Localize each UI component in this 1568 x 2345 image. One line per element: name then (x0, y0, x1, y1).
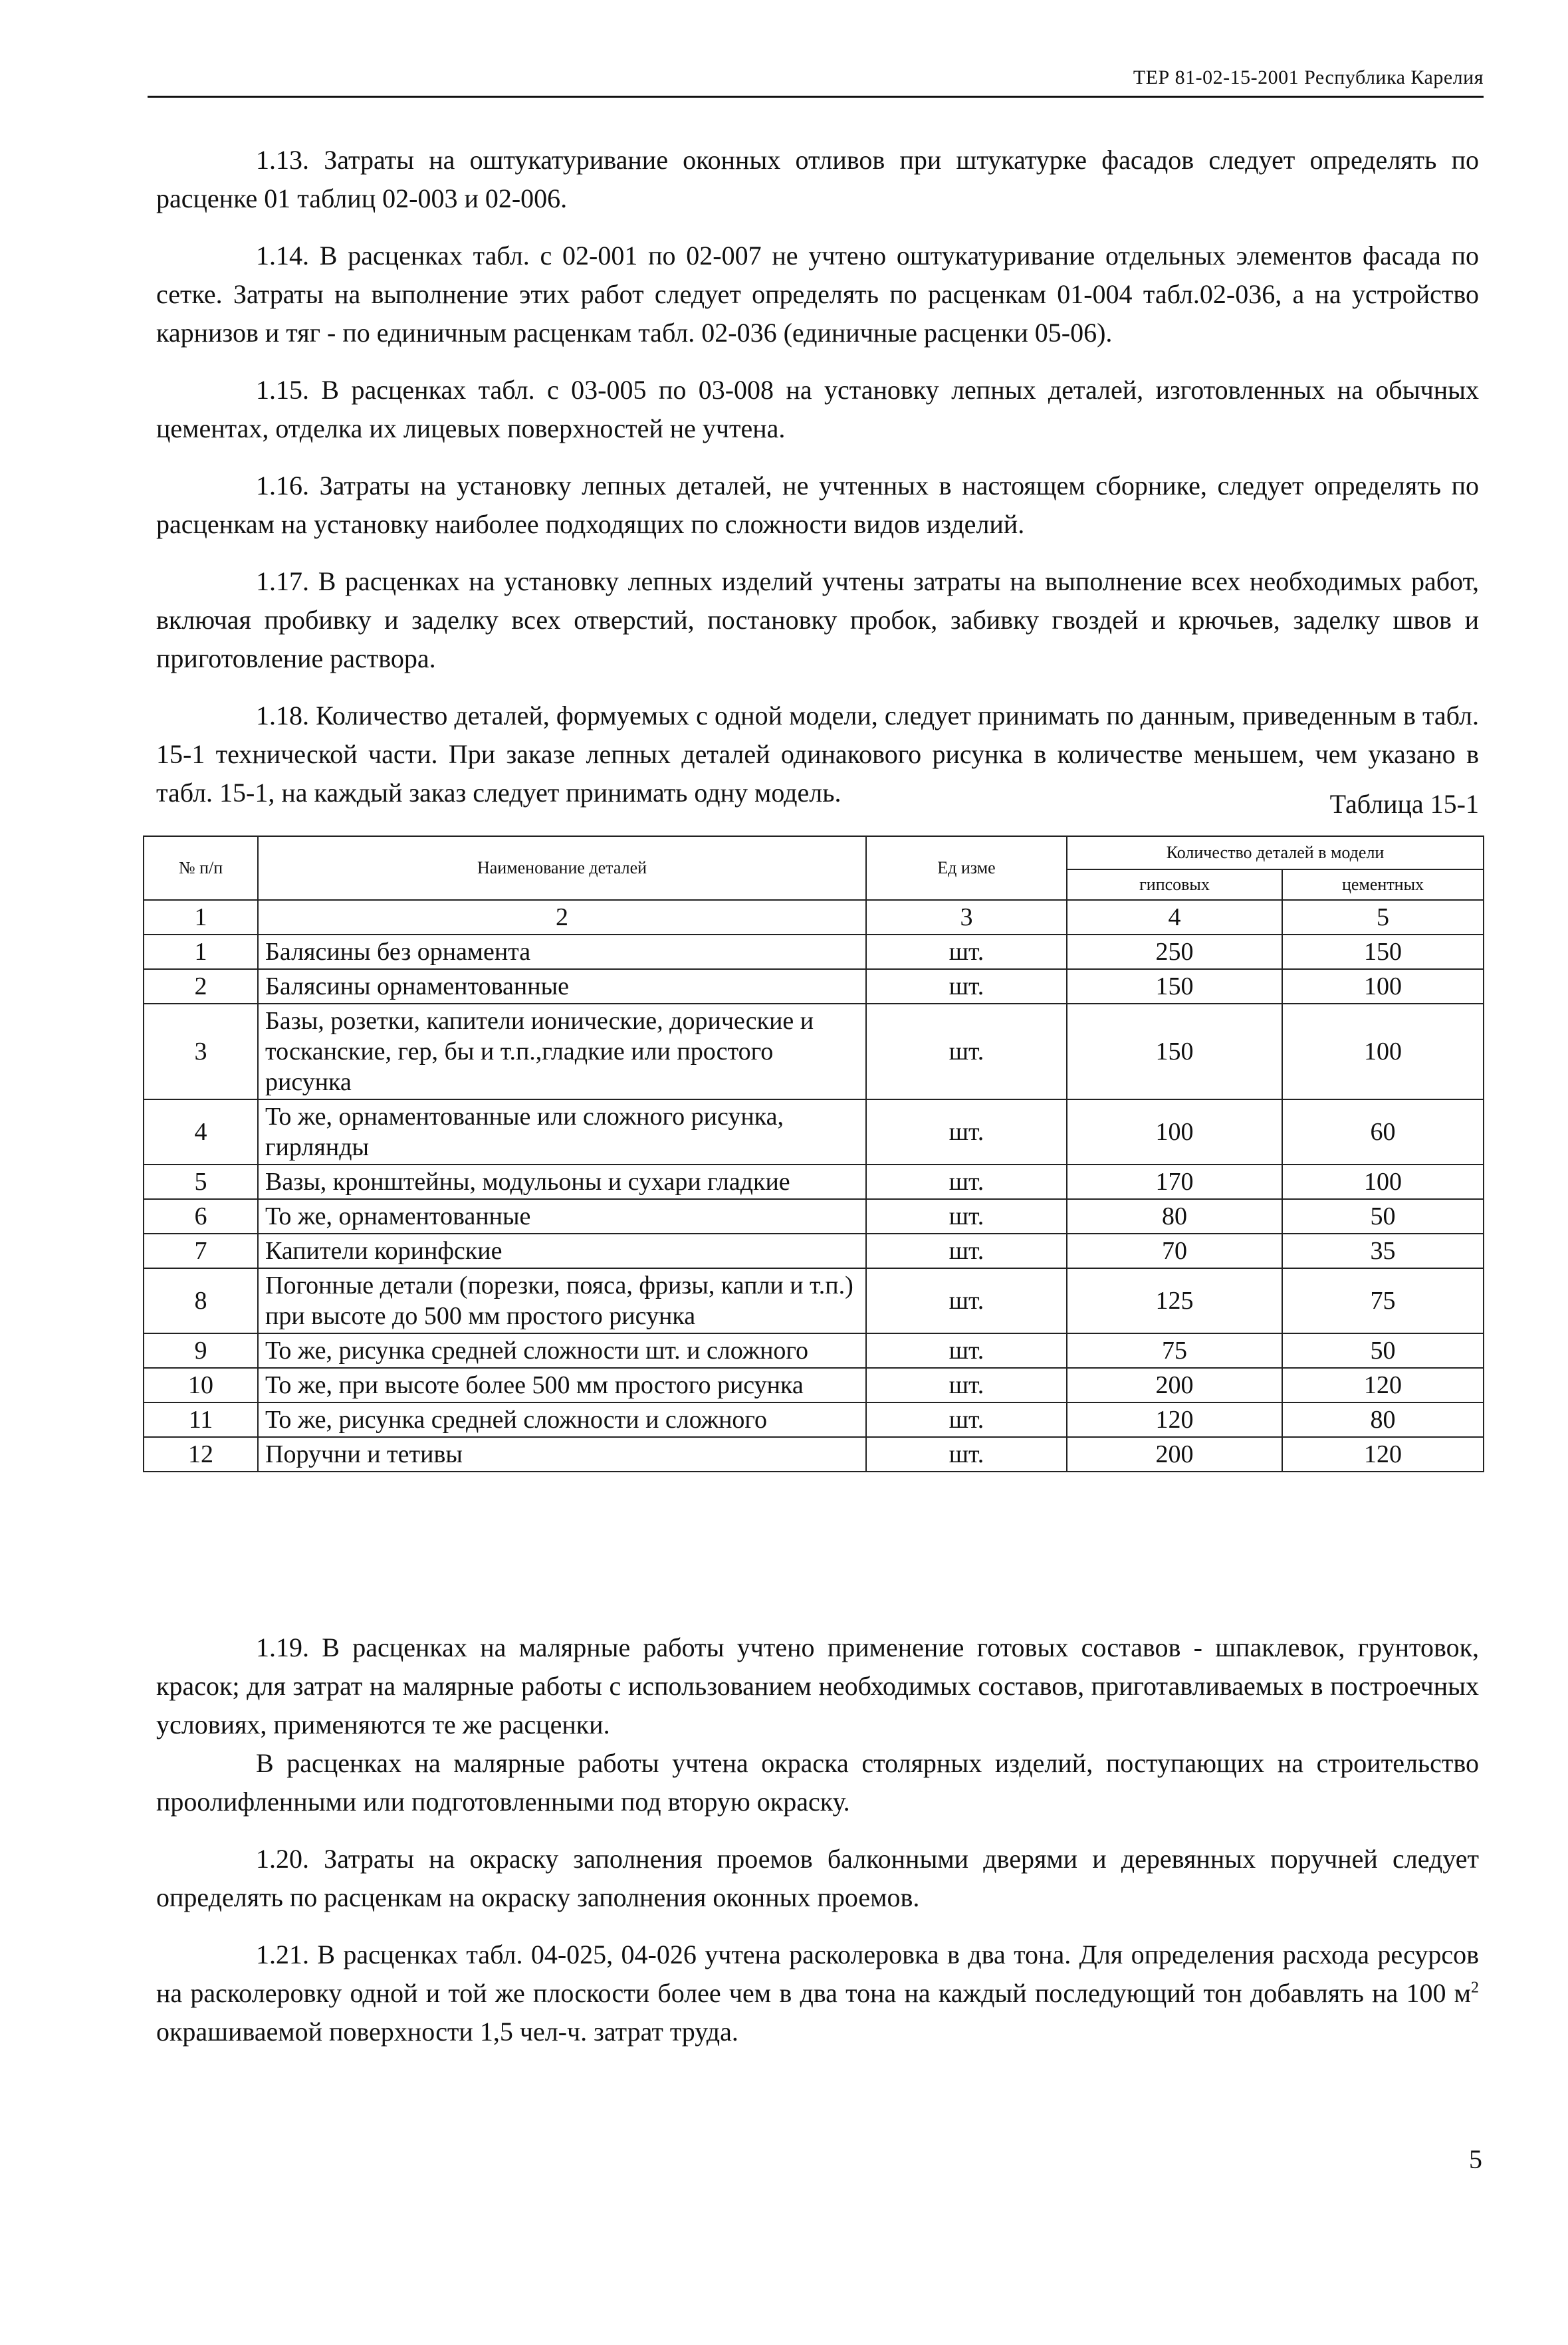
paragraph-1-18: 1.18. Количество деталей, формуемых с одной модели, следует принимать по данным, приведенным в табл. 15-1 технической части. При заказе лепных деталей одинакового рисунка в количестве меньшем, чем указано в табл. 15-1, на каждый заказ следует принимать одну модель. (156, 701, 1479, 808)
header-qty-group: Количество деталей в модели (1067, 836, 1484, 869)
page-number: 5 (1469, 2144, 1482, 2174)
body-text-top (156, 141, 1479, 812)
row-unit: шт. (866, 969, 1067, 1004)
header-cement: цементных (1282, 869, 1484, 900)
row-gypsum: 70 (1067, 1234, 1282, 1268)
row-cement: 120 (1282, 1368, 1484, 1402)
row-num: 1 (144, 935, 258, 969)
row-name: Базы, розетки, капители ионические, дорические и тосканские, гер, бы и т.п.,гладкие или простого рисунка (258, 1004, 866, 1099)
paragraph-1-21-text: 1.21. В расценках табл. 04-025, 04-026 учтена расколеровка в два тона. Для определения расхода ресурсов на расколеровку одной и той же плоскости более чем в два тона на каждый последующий тон добавлять на 100 м (156, 1940, 1479, 2008)
row-num: 12 (144, 1437, 258, 1472)
header-name: Наименование деталей (258, 836, 866, 900)
table-row (144, 1199, 1484, 1234)
row-gypsum: 200 (1067, 1437, 1282, 1472)
paragraph-1-16: 1.16. Затраты на установку лепных деталей, не учтенных в настоящем сборнике, следует определять по расценкам на установку наиболее подходящих по сложности видов изделий. (156, 471, 1479, 539)
index-cell: 5 (1282, 900, 1484, 935)
index-cell: 4 (1067, 900, 1282, 935)
paragraph-1-13: 1.13. Затраты на оштукатуривание оконных отливов при штукатурке фасадов следует определять по расценке 01 таблиц 02-003 и 02-006. (156, 145, 1479, 213)
row-name: Поручни и тетивы (258, 1437, 866, 1472)
row-num: 11 (144, 1402, 258, 1437)
row-gypsum: 125 (1067, 1268, 1282, 1333)
row-unit: шт. (866, 1268, 1067, 1333)
row-name: Балясины орнаментованные (258, 969, 866, 1004)
row-num: 10 (144, 1368, 258, 1402)
row-name: Балясины без орнамента (258, 935, 866, 969)
row-unit: шт. (866, 1199, 1067, 1234)
table-row (144, 1234, 1484, 1268)
row-unit: шт. (866, 1437, 1067, 1472)
body-text-bottom (156, 1628, 1479, 2070)
row-gypsum: 250 (1067, 935, 1282, 969)
paragraph-1-19-cont: В расценках на малярные работы учтена окраска столярных изделий, поступающих на строительство проолифленными или подготовленными под вторую окраску. (156, 1748, 1479, 1817)
paragraph-1-20: 1.20. Затраты на окраску заполнения проемов балконными дверями и деревянных поручней следует определять по расценкам на окраску заполнения оконных проемов. (156, 1844, 1479, 1912)
row-cement: 50 (1282, 1333, 1484, 1368)
row-num: 7 (144, 1234, 258, 1268)
row-cement: 100 (1282, 1165, 1484, 1199)
table-row (144, 1004, 1484, 1099)
row-num: 6 (144, 1199, 258, 1234)
row-name: То же, рисунка средней сложности и сложного (258, 1402, 866, 1437)
paragraph-1-19: 1.19. В расценках на малярные работы учтено применение готовых составов - шпаклевок, грунтовок, красок; для затрат на малярные работы с использованием необходимых составов, приготавливаемых в построечных условиях, применяются те же расценки. (156, 1632, 1479, 1739)
index-cell: 2 (258, 900, 866, 935)
row-gypsum: 120 (1067, 1402, 1282, 1437)
table-row (144, 1333, 1484, 1368)
table-row (144, 1099, 1484, 1165)
row-cement: 100 (1282, 1004, 1484, 1099)
details-table (143, 836, 1484, 1472)
document-title: ТЕР 81-02-15-2001 Республика Карелия (1133, 66, 1484, 88)
header-gypsum: гипсовых (1067, 869, 1282, 900)
row-cement: 75 (1282, 1268, 1484, 1333)
row-name: Погонные детали (порезки, пояса, фризы, капли и т.п.) при высоте до 500 мм простого рисунка (258, 1268, 866, 1333)
table-row (144, 969, 1484, 1004)
row-num: 3 (144, 1004, 258, 1099)
running-header (148, 66, 1484, 98)
row-gypsum: 150 (1067, 969, 1282, 1004)
row-gypsum: 170 (1067, 1165, 1282, 1199)
row-gypsum: 75 (1067, 1333, 1282, 1368)
row-unit: шт. (866, 1368, 1067, 1402)
paragraph-1-14: 1.14. В расценках табл. с 02-001 по 02-007 не учтено оштукатуривание отдельных элементов фасада по сетке. Затраты на выполнение этих работ следует определять по расценкам 01-004 табл.02-036, а на устройство карнизов и тяг - по единичным расценкам табл. 02-036 (единичные расценки 05-06). (156, 241, 1479, 348)
table-row (144, 1268, 1484, 1333)
row-cement: 120 (1282, 1437, 1484, 1472)
table-row (144, 935, 1484, 969)
row-name: То же, орнаментованные (258, 1199, 866, 1234)
table-row (144, 1437, 1484, 1472)
row-gypsum: 100 (1067, 1099, 1282, 1165)
row-name: То же, орнаментованные или сложного рисунка, гирлянды (258, 1099, 866, 1165)
row-name: То же, рисунка средней сложности шт. и сложного (258, 1333, 866, 1368)
row-unit: шт. (866, 1165, 1067, 1199)
row-gypsum: 80 (1067, 1199, 1282, 1234)
row-cement: 50 (1282, 1199, 1484, 1234)
row-unit: шт. (866, 1234, 1067, 1268)
row-unit: шт. (866, 1402, 1067, 1437)
row-cement: 80 (1282, 1402, 1484, 1437)
row-num: 8 (144, 1268, 258, 1333)
paragraph-1-15: 1.15. В расценках табл. с 03-005 по 03-008 на установку лепных деталей, изготовленных на обычных цементах, отделка их лицевых поверхностей не учтена. (156, 375, 1479, 443)
row-unit: шт. (866, 1004, 1067, 1099)
row-num: 5 (144, 1165, 258, 1199)
paragraph-1-17: 1.17. В расценках на установку лепных изделий учтены затраты на выполнение всех необходимых работ, включая пробивку и заделку всех отверстий, постановку пробок, забивку гвоздей и крючьев, заделку швов и приготовление раствора. (156, 566, 1479, 673)
table-caption: Таблица 15-1 (1329, 789, 1479, 819)
table-row (144, 1165, 1484, 1199)
row-gypsum: 200 (1067, 1368, 1282, 1402)
row-cement: 150 (1282, 935, 1484, 969)
header-num: № п/п (144, 836, 258, 900)
row-gypsum: 150 (1067, 1004, 1282, 1099)
row-num: 2 (144, 969, 258, 1004)
index-cell: 1 (144, 900, 258, 935)
table-row (144, 1368, 1484, 1402)
paragraph-1-21-tail: окрашиваемой поверхности 1,5 чел-ч. затрат труда. (156, 2017, 738, 2047)
row-num: 4 (144, 1099, 258, 1165)
row-cement: 35 (1282, 1234, 1484, 1268)
paragraph-1-21 (156, 1936, 1479, 2051)
row-name: Вазы, кронштейны, модульоны и сухари гладкие (258, 1165, 866, 1199)
row-cement: 100 (1282, 969, 1484, 1004)
table-row (144, 1402, 1484, 1437)
index-cell: 3 (866, 900, 1067, 935)
row-name: То же, при высоте более 500 мм простого рисунка (258, 1368, 866, 1402)
row-unit: шт. (866, 1333, 1067, 1368)
row-unit: шт. (866, 1099, 1067, 1165)
row-num: 9 (144, 1333, 258, 1368)
row-cement: 60 (1282, 1099, 1484, 1165)
header-unit: Ед изме (866, 836, 1067, 900)
row-name: Капители коринфские (258, 1234, 866, 1268)
square-superscript: 2 (1471, 1979, 1479, 1997)
row-unit: шт. (866, 935, 1067, 969)
column-index-row (144, 900, 1484, 935)
